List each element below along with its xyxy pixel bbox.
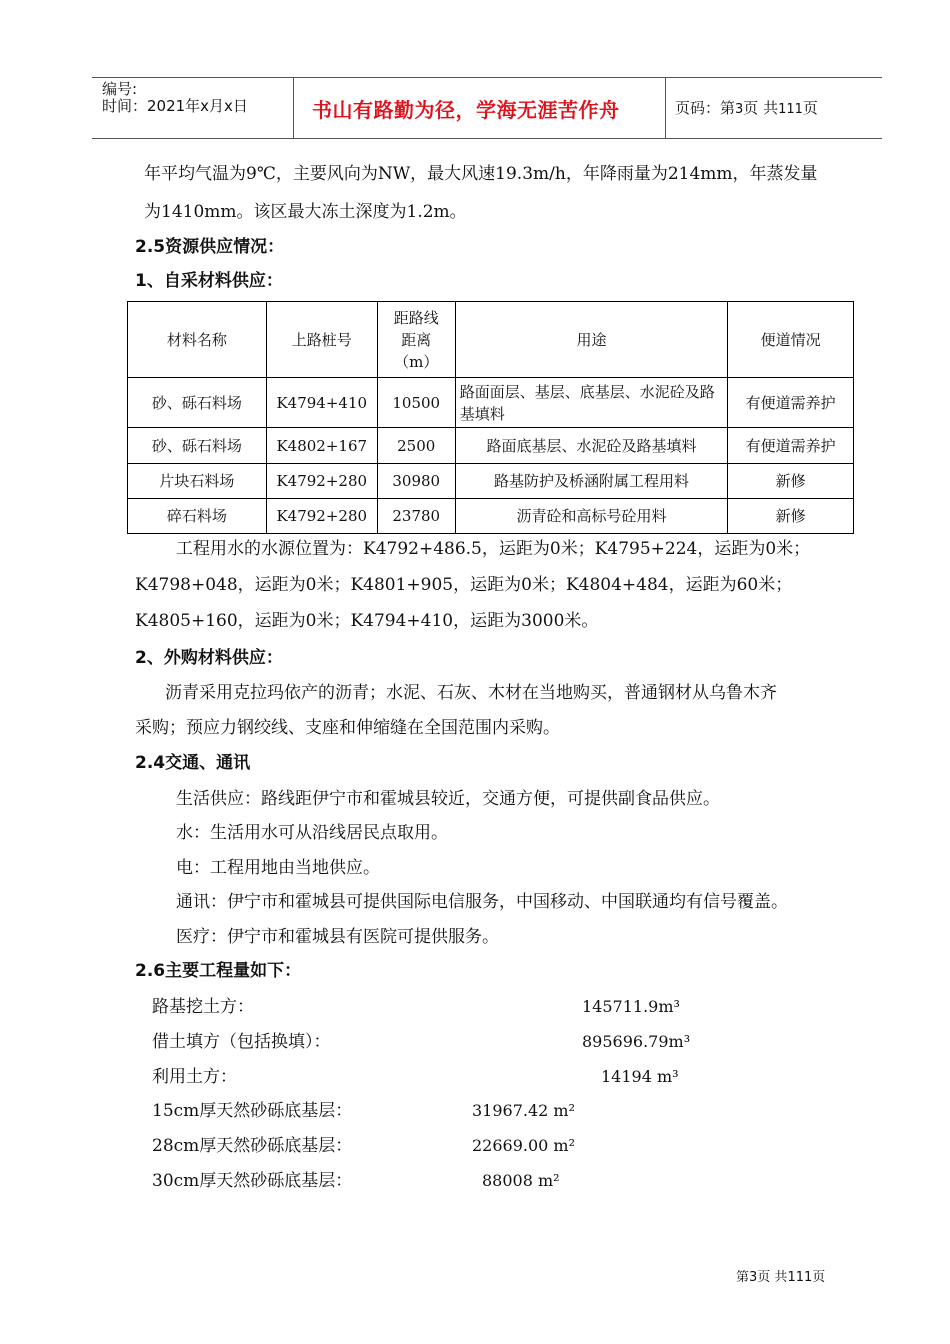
quantity-label: 利用土方： bbox=[152, 1067, 237, 1087]
header-top-rule bbox=[92, 77, 882, 78]
table-cell: 路面底基层、水泥砼及路基填料 bbox=[455, 428, 728, 464]
table-cell: K4794+410 bbox=[266, 378, 377, 428]
header-page-end: 页 bbox=[802, 99, 818, 117]
purchase-line-1: 沥青采用克拉玛依产的沥青；水泥、石灰、木材在当地购买，普通钢材从乌鲁木齐 bbox=[165, 683, 777, 703]
header-page-total: 111 bbox=[778, 102, 803, 117]
header-page-label: 页码：第 bbox=[675, 99, 736, 117]
quantity-label: 借土填方（包括换填）： bbox=[152, 1032, 331, 1052]
header-motto: 书山有路勤为径，学海无涯苦作舟 bbox=[312, 98, 620, 122]
header-bottom-rule bbox=[92, 138, 882, 139]
header-divider-right bbox=[665, 78, 666, 138]
table-cell: 10500 bbox=[377, 378, 455, 428]
table-row bbox=[128, 499, 854, 534]
table-header-name: 材料名称 bbox=[128, 302, 267, 378]
water-line-1: 工程用水的水源位置为：K4792+486.5，运距为0米；K4795+224，运距为0米； bbox=[176, 539, 811, 559]
table-cell: 沥青砼和高标号砼用料 bbox=[455, 499, 728, 534]
quantity-label: 路基挖土方： bbox=[152, 997, 254, 1017]
header-page-number: 3 bbox=[735, 102, 744, 117]
header-time-label: 时间：2021年x月x日 bbox=[102, 97, 248, 115]
table-cell: K4802+167 bbox=[266, 428, 377, 464]
table-header-station: 上路桩号 bbox=[266, 302, 377, 378]
table-cell: K4792+280 bbox=[266, 499, 377, 534]
section-2-5-heading: 2.5资源供应情况： bbox=[135, 237, 285, 257]
table-cell: K4792+280 bbox=[266, 464, 377, 499]
quantity-value: 145711.9m³ bbox=[582, 997, 680, 1016]
table-row bbox=[128, 428, 854, 464]
purchase-line-2: 采购；预应力钢绞线、支座和伸缩缝在全国范围内采购。 bbox=[135, 718, 560, 738]
quantity-value: 14194 m³ bbox=[601, 1067, 679, 1086]
header-page-indicator bbox=[675, 97, 818, 118]
table-cell: 砂、砾石料场 bbox=[128, 378, 267, 428]
table-cell: 片块石料场 bbox=[128, 464, 267, 499]
table-row bbox=[128, 464, 854, 499]
traffic-life: 生活供应：路线距伊宁市和霍城县较近，交通方便，可提供副食品供应。 bbox=[176, 789, 720, 809]
traffic-water: 水：生活用水可从沿线居民点取用。 bbox=[176, 823, 448, 843]
subsection-1-heading: 1、自采材料供应： bbox=[135, 271, 283, 291]
table-header-distance: 距路线 距离 （m） bbox=[377, 302, 455, 378]
table-row bbox=[128, 378, 854, 428]
table-cell: 2500 bbox=[377, 428, 455, 464]
table-cell: 新修 bbox=[728, 499, 854, 534]
traffic-comm: 通讯：伊宁市和霍城县可提供国际电信服务，中国移动、中国联通均有信号覆盖。 bbox=[176, 892, 788, 912]
quantity-value: 895696.79m³ bbox=[582, 1032, 691, 1051]
table-cell: 23780 bbox=[377, 499, 455, 534]
quantity-label: 28cm厚天然砂砾底基层： bbox=[152, 1136, 353, 1156]
header-page-mid: 页 共 bbox=[743, 99, 779, 117]
subsection-2-heading: 2、外购材料供应： bbox=[135, 648, 283, 668]
table-cell: 砂、砾石料场 bbox=[128, 428, 267, 464]
table-cell: 30980 bbox=[377, 464, 455, 499]
section-2-4-heading: 2.4交通、通讯 bbox=[135, 753, 251, 773]
table-header-use: 用途 bbox=[455, 302, 728, 378]
table-cell: 有便道需养护 bbox=[728, 378, 854, 428]
intro-line-1: 年平均气温为9℃，主要风向为NW，最大风速19.3m/h，年降雨量为214mm，年蒸发量 bbox=[144, 164, 818, 184]
header-divider-left bbox=[293, 78, 294, 138]
quantity-value: 22669.00 m² bbox=[472, 1136, 576, 1155]
quantity-label: 15cm厚天然砂砾底基层： bbox=[152, 1101, 353, 1121]
quantity-label: 30cm厚天然砂砾底基层： bbox=[152, 1171, 353, 1191]
traffic-power: 电：工程用地由当地供应。 bbox=[176, 858, 380, 878]
table-cell: 路面面层、基层、底基层、水泥砼及路基填料 bbox=[455, 378, 728, 428]
header-number-label: 编号: bbox=[102, 80, 138, 98]
table-cell: 路基防护及桥涵附属工程用料 bbox=[455, 464, 728, 499]
quantity-value: 88008 m² bbox=[482, 1171, 560, 1190]
section-2-6-heading: 2.6主要工程量如下： bbox=[135, 961, 302, 981]
intro-line-2: 为1410mm。该区最大冻土深度为1.2m。 bbox=[144, 202, 467, 222]
footer-page-indicator: 第3页 共111页 bbox=[736, 1270, 826, 1285]
table-header-row bbox=[128, 302, 854, 378]
table-cell: 有便道需养护 bbox=[728, 428, 854, 464]
footer-page-total: 111 bbox=[787, 1270, 813, 1285]
table-cell: 新修 bbox=[728, 464, 854, 499]
traffic-medical: 医疗：伊宁市和霍城县有医院可提供服务。 bbox=[176, 927, 499, 947]
table-cell: 碎石料场 bbox=[128, 499, 267, 534]
water-line-2: K4798+048，运距为0米；K4801+905，运距为0米；K4804+484，运距为60米； bbox=[135, 575, 793, 595]
water-line-3: K4805+160，运距为0米；K4794+410，运距为3000米。 bbox=[135, 611, 599, 631]
quantity-value: 31967.42 m² bbox=[472, 1101, 576, 1120]
table-header-access-road: 便道情况 bbox=[728, 302, 854, 378]
footer-page-number: 3 bbox=[749, 1270, 758, 1285]
materials-table bbox=[127, 301, 854, 534]
